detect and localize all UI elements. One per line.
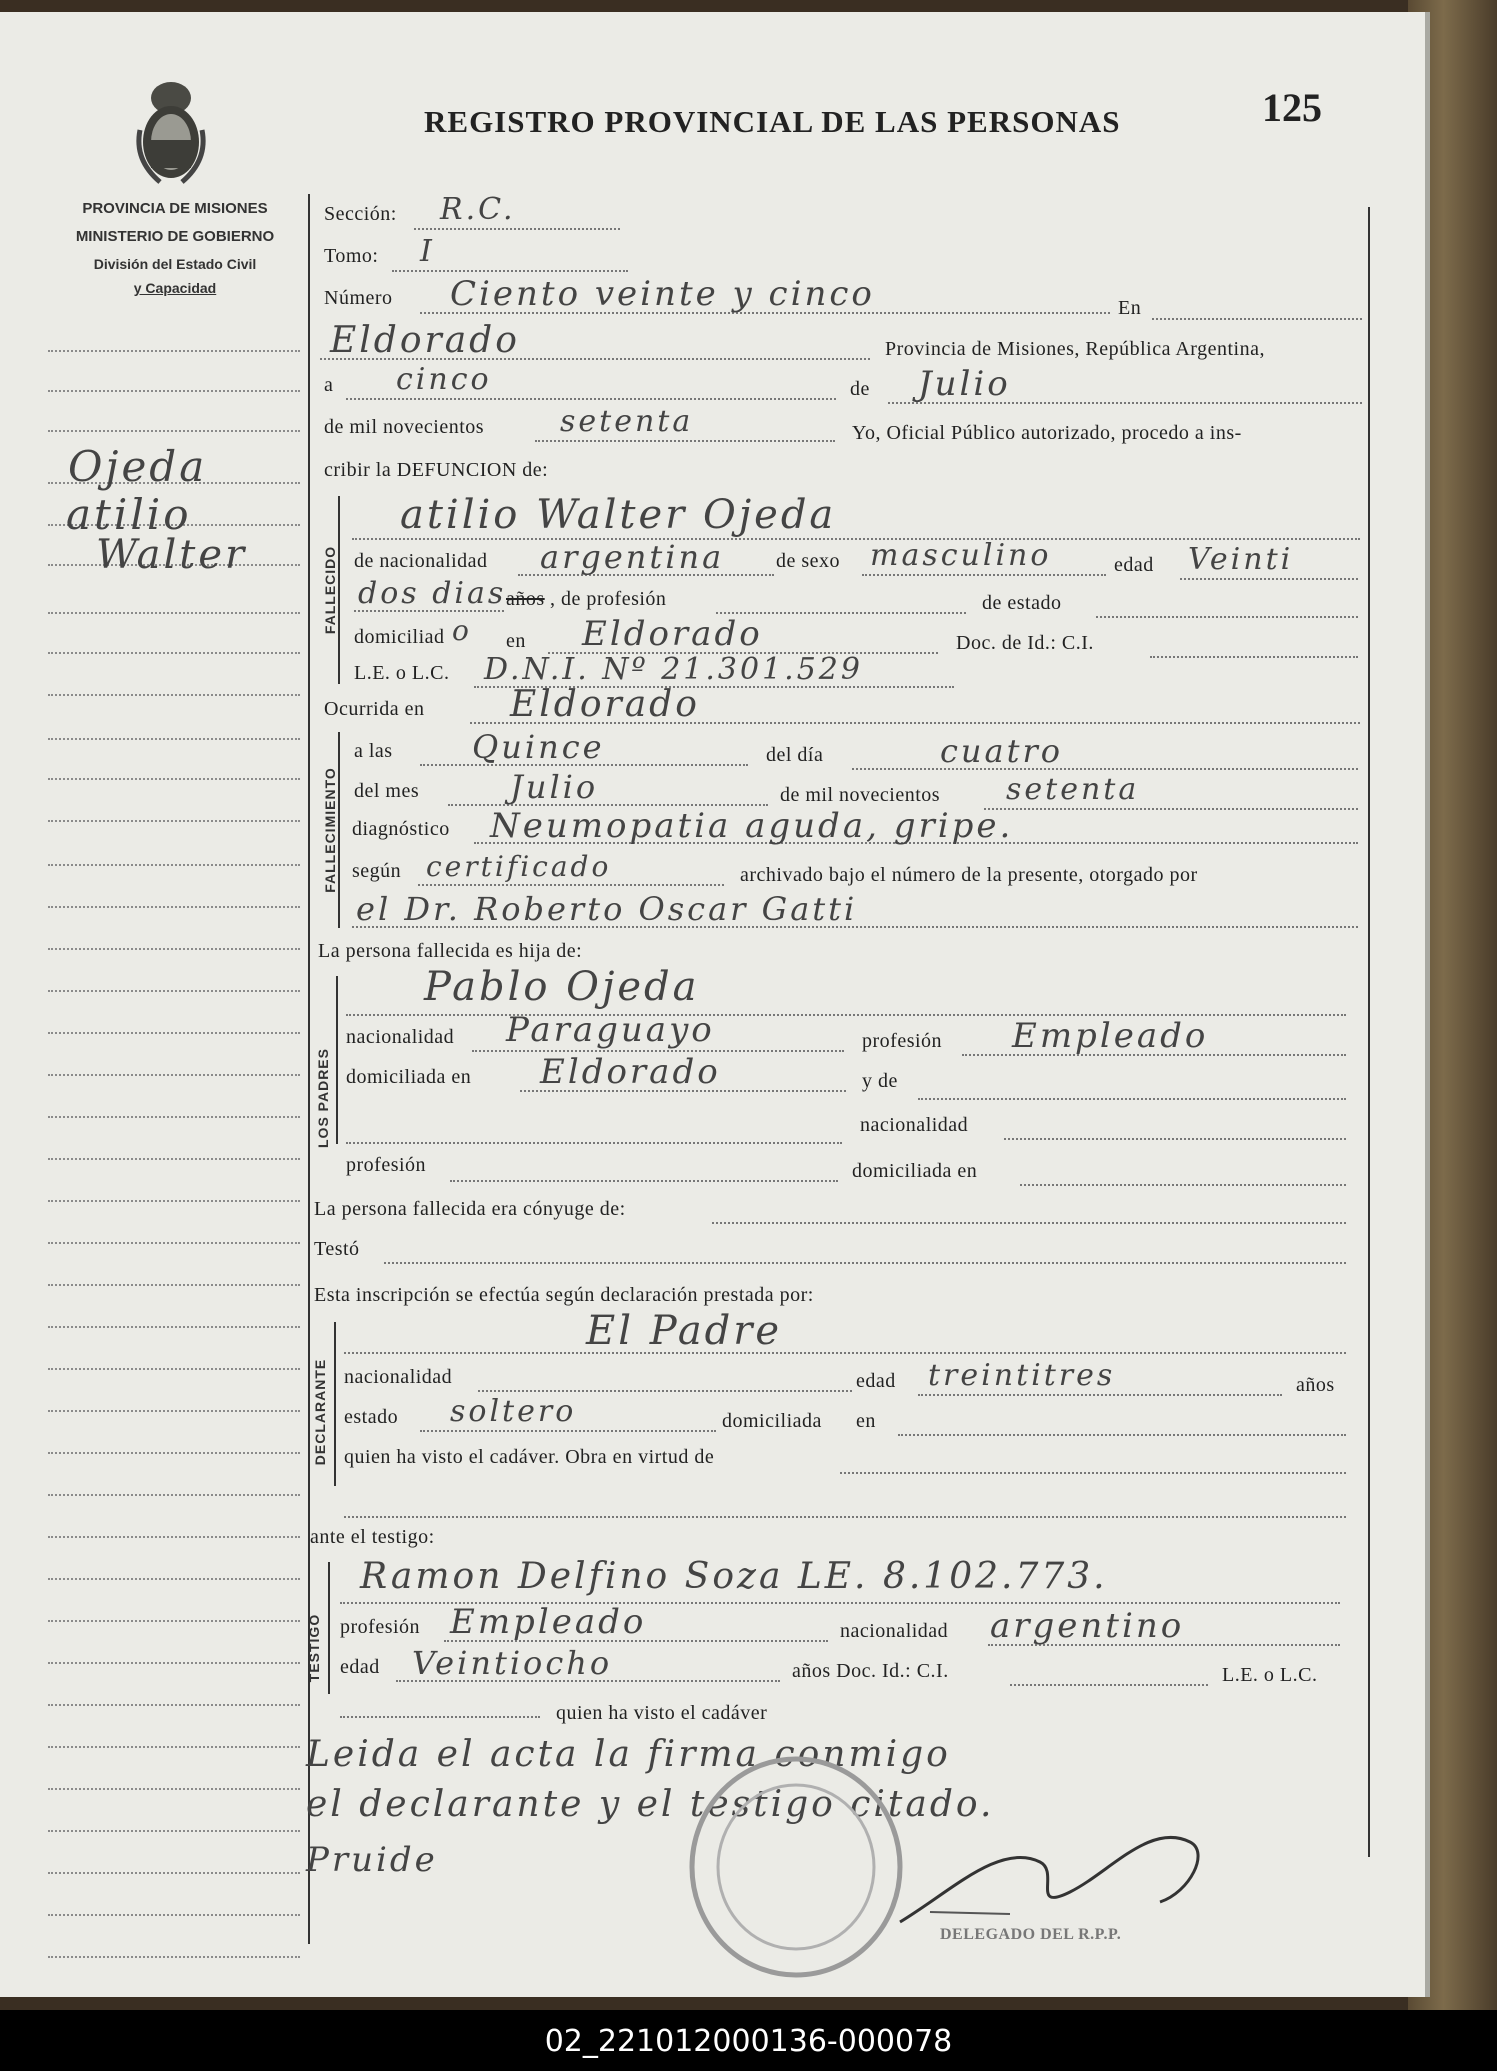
testigo-bracket bbox=[328, 1562, 330, 1694]
madre-domicilio-label: domiciliada en bbox=[852, 1160, 978, 1182]
de-mil2-label: de mil novecientos bbox=[780, 784, 941, 806]
margin-note-line3: Walter bbox=[96, 532, 248, 578]
seccion-value: R.C. bbox=[440, 192, 516, 227]
hija-de-label: La persona fallecida es hija de: bbox=[318, 940, 583, 962]
del-dia-label: del día bbox=[766, 744, 824, 766]
cierre-line2: el declarante y el testigo citado. bbox=[306, 1784, 995, 1825]
testigo-nombre: Ramon Delfino Soza LE. 8.102.773. bbox=[360, 1556, 1108, 1597]
declarante-edad-label: edad bbox=[856, 1370, 896, 1392]
declarante-domiciliada-label: domiciliada bbox=[722, 1410, 822, 1432]
declarante-nombre: El Padre bbox=[586, 1308, 783, 1354]
fallecido-edad1: Veinti bbox=[1188, 542, 1294, 577]
fallecido-sexo: masculino bbox=[870, 538, 1052, 573]
anio-value: setenta bbox=[560, 404, 694, 439]
mes-fallec-value: Julio bbox=[510, 768, 599, 806]
declarante-edad: treintitres bbox=[928, 1358, 1116, 1393]
a-las-label: a las bbox=[354, 740, 393, 762]
declarante-en-label: en bbox=[856, 1410, 876, 1432]
domicilio-en-label: en bbox=[506, 630, 526, 652]
quien-visto2-label: quien ha visto el cadáver bbox=[556, 1702, 768, 1724]
division-name-2: y Capacidad bbox=[133, 280, 217, 296]
testigo-profesion-label: profesión bbox=[340, 1616, 421, 1638]
main-right-border bbox=[1368, 207, 1370, 1857]
fallecido-side-label: FALLECIDO bbox=[322, 545, 338, 635]
padre-nacionalidad: Paraguayo bbox=[506, 1010, 715, 1050]
fallecido-domicilio: Eldorado bbox=[582, 614, 763, 654]
domiciliado-o: o bbox=[452, 614, 472, 647]
mes-value: Julio bbox=[918, 364, 1011, 404]
archivado-label: archivado bajo el número de la presente, otorgado por bbox=[740, 864, 1198, 886]
oficial-label: Yo, Oficial Público autorizado, procedo a ins- bbox=[852, 422, 1242, 444]
provincia-label: Provincia de Misiones, República Argentina, bbox=[885, 338, 1265, 360]
segun-label: según bbox=[352, 860, 402, 882]
numero-value: Ciento veinte y cinco bbox=[450, 274, 875, 314]
madre-nacionalidad-label: nacionalidad bbox=[860, 1114, 969, 1136]
declarante-anos-label: años bbox=[1296, 1374, 1335, 1396]
y-de-label: y de bbox=[862, 1070, 898, 1092]
fallecimiento-side-label: FALLECIMIENTO bbox=[322, 767, 338, 893]
del-mes-label: del mes bbox=[354, 780, 420, 802]
fallecido-edad2: dos dias bbox=[358, 576, 507, 611]
testigo-nacionalidad-label: nacionalidad bbox=[840, 1620, 949, 1642]
ocurrida-en-label: Ocurrida en bbox=[324, 698, 425, 720]
numero-label: Número bbox=[324, 287, 393, 309]
padre-nacionalidad-label: nacionalidad bbox=[346, 1026, 455, 1048]
margin-note-line1: Ojeda bbox=[68, 442, 208, 491]
image-id-footer: 02_221012000136-000078 bbox=[0, 2012, 1497, 2071]
declarante-nacionalidad-label: nacionalidad bbox=[344, 1366, 453, 1388]
de-label: de bbox=[850, 378, 870, 400]
testigo-edad: Veintiocho bbox=[412, 1644, 613, 1682]
en-label: En bbox=[1118, 297, 1142, 319]
registry-title: REGISTRO PROVINCIAL DE LAS PERSONAS bbox=[424, 104, 1121, 139]
margin-note-line2: atilio bbox=[66, 490, 192, 539]
stamp-text: DELEGADO DEL R.P.P. bbox=[940, 1926, 1122, 1943]
le-lc-label: L.E. o L.C. bbox=[354, 662, 450, 684]
official-seal-icon bbox=[686, 1752, 906, 1982]
ministry-name: MINISTERIO DE GOBIERNO bbox=[75, 228, 275, 245]
padre-domicilio-label: domiciliada en bbox=[346, 1066, 472, 1088]
fallecimiento-bracket bbox=[338, 732, 340, 928]
cierre-line1: Leida el acta la firma conmigo bbox=[306, 1734, 951, 1775]
declarante-bracket bbox=[334, 1322, 336, 1486]
fallecido-nombre: atilio Walter Ojeda bbox=[400, 492, 837, 538]
testo-label: Testó bbox=[314, 1238, 360, 1260]
anos-struck-label: años bbox=[506, 588, 545, 610]
a-label: a bbox=[324, 374, 334, 396]
estado-label: de estado bbox=[982, 592, 1062, 614]
seccion-label: Sección: bbox=[324, 203, 397, 225]
conyuge-label: La persona fallecida era cónyuge de: bbox=[314, 1198, 626, 1220]
record-page bbox=[0, 12, 1430, 1997]
de-nacionalidad-label: de nacionalidad bbox=[354, 550, 488, 572]
hora-value: Quince bbox=[472, 728, 605, 766]
edad-label: edad bbox=[1114, 554, 1154, 576]
diagnostico-label: diagnóstico bbox=[352, 818, 450, 840]
anio-fallec-value: setenta bbox=[1006, 772, 1140, 807]
padre-profesion: Empleado bbox=[1012, 1016, 1209, 1056]
padres-side-label: LOS PADRES bbox=[315, 1048, 331, 1148]
province-name: PROVINCIA DE MISIONES bbox=[82, 200, 268, 217]
testigo-anos-doc-label: años Doc. Id.: C.I. bbox=[792, 1660, 949, 1682]
tomo-label: Tomo: bbox=[324, 245, 379, 267]
declarante-side-label: DECLARANTE bbox=[312, 1358, 328, 1466]
lugar-value: Eldorado bbox=[330, 320, 520, 361]
domiciliad-label: domiciliad bbox=[354, 626, 445, 648]
page-number: 125 bbox=[1262, 85, 1322, 130]
ocurrida-value: Eldorado bbox=[510, 684, 700, 725]
padre-profesion-label: profesión bbox=[862, 1030, 943, 1052]
quien-visto-label: quien ha visto el cadáver. Obra en virtud de bbox=[344, 1446, 715, 1468]
inscripcion-label: Esta inscripción se efectúa según declaración prestada por: bbox=[314, 1284, 814, 1306]
testigo-side-label: TESTIGO bbox=[306, 1613, 322, 1683]
dia-fallec-value: cuatro bbox=[940, 732, 1064, 770]
segun-value: certificado bbox=[426, 850, 612, 883]
declarante-estado: soltero bbox=[450, 1394, 577, 1429]
declarante-estado-label: estado bbox=[344, 1406, 399, 1428]
fallecido-bracket bbox=[338, 496, 340, 684]
dia-value: cinco bbox=[396, 362, 492, 397]
diagnostico-value: Neumopatia aguda, gripe. bbox=[490, 806, 1014, 846]
fallecido-nacionalidad: argentina bbox=[540, 538, 725, 576]
coat-of-arms-icon bbox=[130, 70, 212, 190]
padre-domicilio: Eldorado bbox=[540, 1052, 721, 1092]
doc-id-label: Doc. de Id.: C.I. bbox=[956, 632, 1094, 654]
sexo-label: de sexo bbox=[776, 550, 841, 572]
testigo-nacionalidad: argentino bbox=[990, 1606, 1185, 1646]
padre-nombre: Pablo Ojeda bbox=[424, 964, 700, 1010]
fallecido-dni: D.N.I. Nº 21.301.529 bbox=[484, 652, 863, 687]
de-mil-label: de mil novecientos bbox=[324, 416, 485, 438]
cribir-label: cribir la DEFUNCION de: bbox=[324, 459, 549, 481]
profesion-label: , de profesión bbox=[550, 588, 667, 610]
madre-profesion-label: profesión bbox=[346, 1154, 427, 1176]
tomo-value: I bbox=[420, 234, 435, 269]
padres-bracket bbox=[336, 976, 338, 1144]
division-name: División del Estado Civil bbox=[93, 256, 257, 272]
signature-initials: Pruide bbox=[306, 1840, 438, 1880]
testigo-edad-label: edad bbox=[340, 1656, 380, 1678]
testigo-le-lc-label: L.E. o L.C. bbox=[1222, 1664, 1318, 1686]
testigo-profesion: Empleado bbox=[450, 1602, 647, 1642]
medico-value: el Dr. Roberto Oscar Gatti bbox=[356, 890, 858, 928]
ante-testigo-label: ante el testigo: bbox=[310, 1526, 435, 1548]
